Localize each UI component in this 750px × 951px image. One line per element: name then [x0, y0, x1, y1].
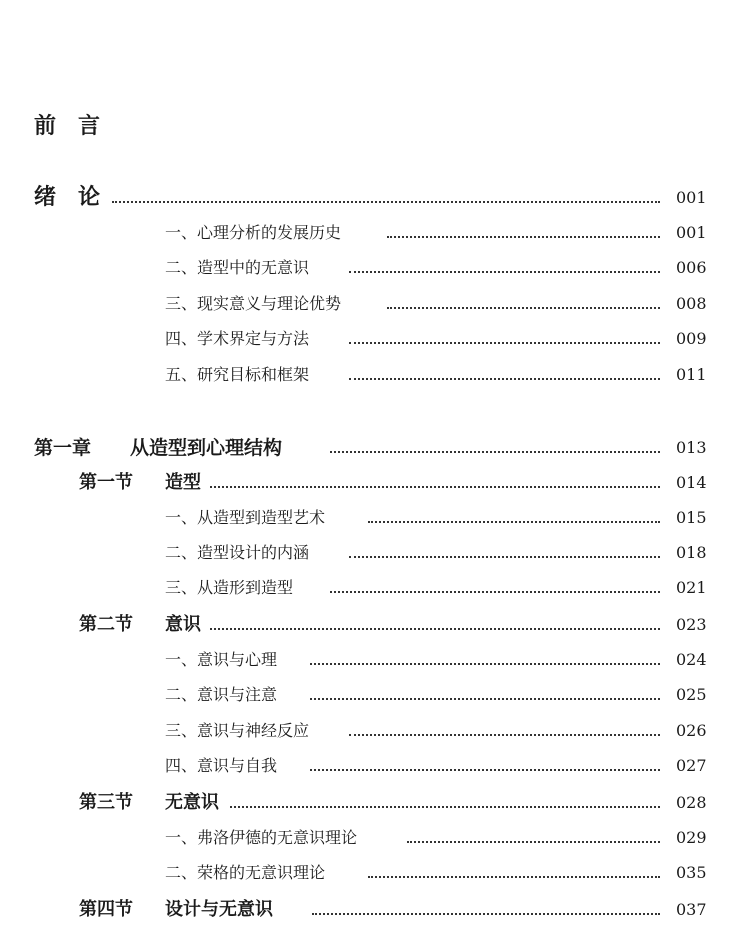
page-number: 001	[676, 188, 707, 207]
page-number: 009	[676, 329, 707, 348]
leader-dots	[330, 451, 660, 453]
page-number: 014	[676, 473, 707, 492]
section-label: 第二节	[79, 614, 133, 635]
toc-item[interactable]	[0, 823, 750, 853]
toc-item[interactable]	[0, 858, 750, 888]
page-number: 013	[676, 438, 707, 457]
section-label: 第四节	[79, 899, 133, 920]
leader-dots	[312, 913, 660, 915]
toc-section[interactable]	[0, 788, 750, 818]
page-number: 006	[676, 258, 707, 277]
page-number: 026	[676, 721, 707, 740]
toc-section[interactable]	[0, 610, 750, 640]
toc-item[interactable]	[0, 503, 750, 533]
item-label: 二、造型中的无意识	[165, 258, 310, 277]
page-number: 021	[676, 578, 707, 597]
page-number: 015	[676, 508, 707, 527]
leader-dots	[310, 663, 660, 665]
toc-item[interactable]	[0, 645, 750, 675]
toc-item[interactable]	[0, 218, 750, 248]
intro-title: 绪 论	[34, 185, 101, 210]
toc-item[interactable]	[0, 573, 750, 603]
page-number: 018	[676, 543, 707, 562]
preface-title: 前 言	[34, 114, 101, 139]
page-number: 023	[676, 615, 707, 634]
item-label: 三、意识与神经反应	[165, 721, 310, 740]
item-label: 二、荣格的无意识理论	[165, 863, 326, 882]
leader-dots	[310, 769, 660, 771]
page-number: 024	[676, 650, 707, 669]
item-label: 一、意识与心理	[165, 650, 278, 669]
section-title: 造型	[165, 472, 201, 493]
page-number: 027	[676, 756, 707, 775]
item-label: 一、弗洛伊德的无意识理论	[165, 828, 358, 847]
leader-dots	[387, 236, 660, 238]
toc-item[interactable]	[0, 680, 750, 710]
item-label: 三、现实意义与理论优势	[165, 294, 342, 313]
page-number: 008	[676, 294, 707, 313]
chapter-label: 第一章	[34, 437, 92, 459]
item-label: 三、从造形到造型	[165, 578, 294, 597]
page-number: 025	[676, 685, 707, 704]
page-number: 035	[676, 863, 707, 882]
item-label: 一、心理分析的发展历史	[165, 223, 342, 242]
item-label: 二、造型设计的内涵	[165, 543, 310, 562]
toc-item[interactable]	[0, 538, 750, 568]
page-number: 029	[676, 828, 707, 847]
toc-chapter-1[interactable]	[0, 433, 750, 463]
leader-dots	[349, 342, 660, 344]
chapter-title: 从造型到心理结构	[130, 437, 283, 459]
leader-dots	[112, 201, 660, 203]
toc-item[interactable]	[0, 253, 750, 283]
section-title: 意识	[165, 614, 201, 635]
leader-dots	[368, 521, 660, 523]
section-label: 第一节	[79, 472, 133, 493]
toc-section[interactable]	[0, 895, 750, 925]
section-title: 无意识	[165, 792, 219, 813]
leader-dots	[210, 486, 660, 488]
section-title: 设计与无意识	[165, 899, 273, 920]
page-number: 028	[676, 793, 707, 812]
page-number: 037	[676, 900, 707, 919]
toc-intro[interactable]	[0, 183, 750, 213]
leader-dots	[349, 734, 660, 736]
section-label: 第三节	[79, 792, 133, 813]
leader-dots	[230, 806, 660, 808]
item-label: 五、研究目标和框架	[165, 365, 310, 384]
item-label: 一、从造型到造型艺术	[165, 508, 326, 527]
leader-dots	[349, 378, 660, 380]
toc-preface[interactable]	[0, 112, 750, 142]
toc-item[interactable]	[0, 751, 750, 781]
toc-section[interactable]	[0, 468, 750, 498]
leader-dots	[349, 556, 660, 558]
leader-dots	[407, 841, 660, 843]
toc-item[interactable]	[0, 324, 750, 354]
leader-dots	[387, 307, 660, 309]
leader-dots	[368, 876, 660, 878]
item-label: 四、意识与自我	[165, 756, 278, 775]
leader-dots	[330, 591, 660, 593]
leader-dots	[310, 698, 660, 700]
item-label: 二、意识与注意	[165, 685, 278, 704]
item-label: 四、学术界定与方法	[165, 329, 310, 348]
leader-dots	[210, 628, 660, 630]
toc-item[interactable]	[0, 289, 750, 319]
leader-dots	[349, 271, 660, 273]
page-number: 001	[676, 223, 707, 242]
page-number: 011	[676, 365, 707, 384]
toc-item[interactable]	[0, 716, 750, 746]
toc-item[interactable]	[0, 360, 750, 390]
